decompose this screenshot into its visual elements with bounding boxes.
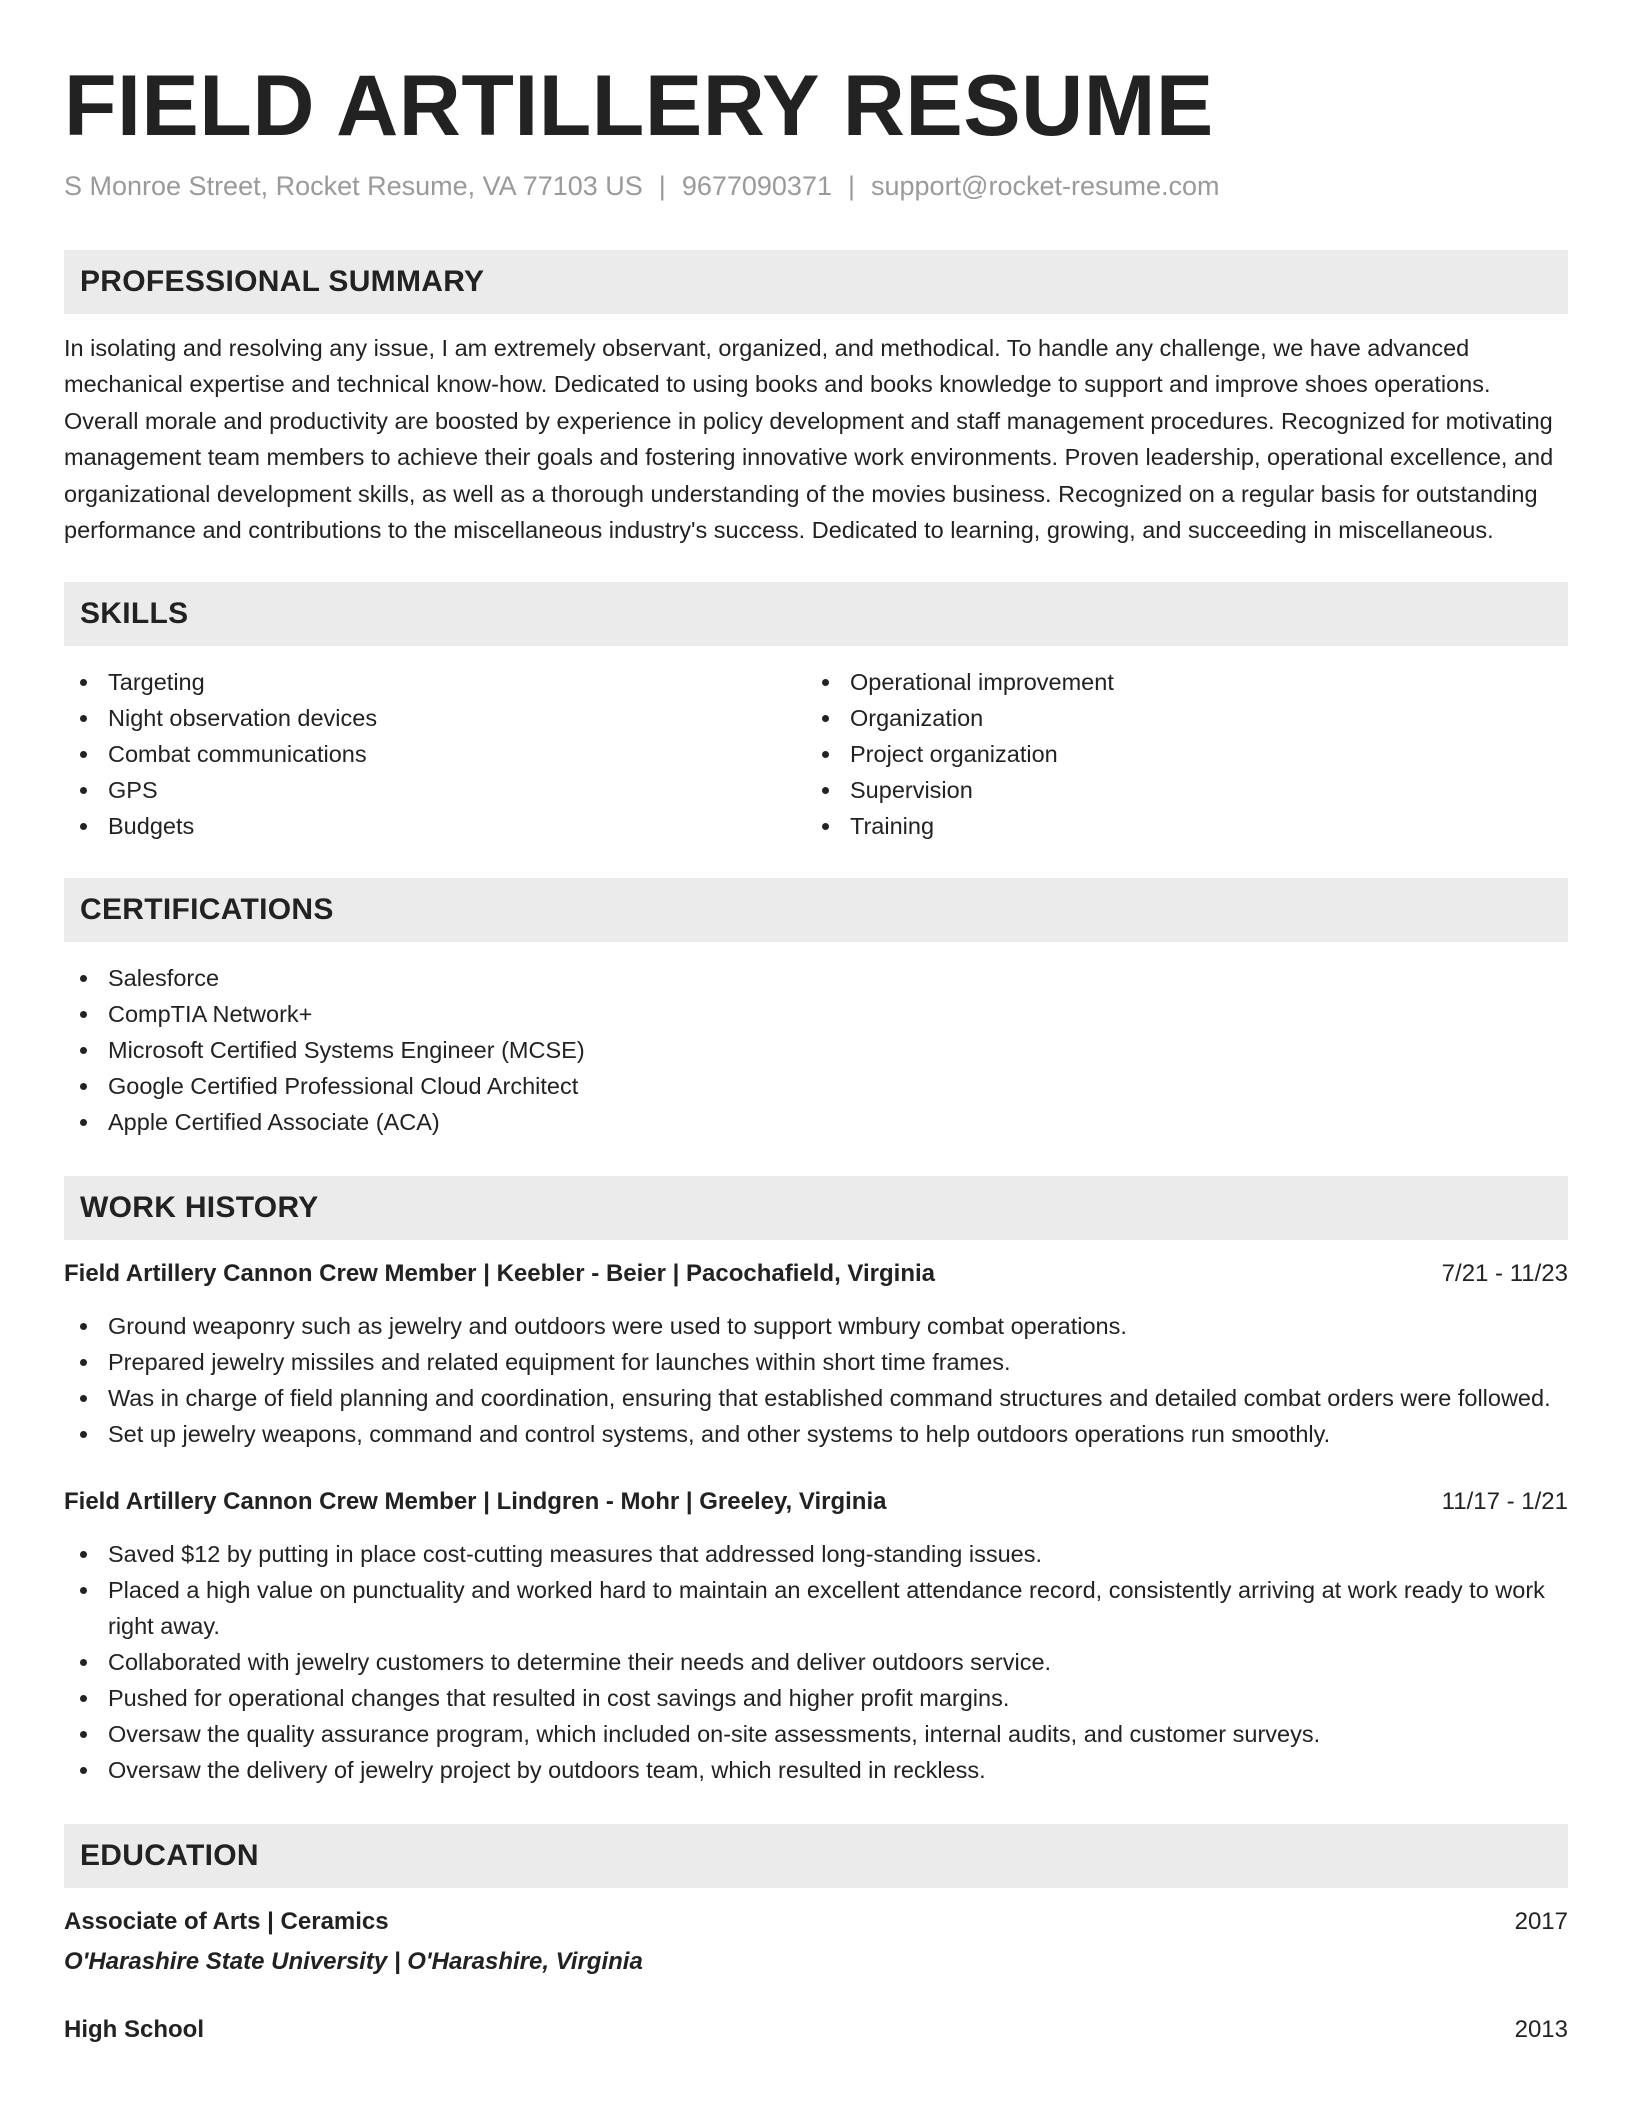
contact-separator: | — [658, 171, 666, 201]
job-bullet: Saved $12 by putting in place cost-cutting measures that addressed long-standing issues. — [64, 1536, 1568, 1572]
certification-item: Microsoft Certified Systems Engineer (MCSE) — [64, 1032, 1568, 1068]
job-bullet: Set up jewelry weapons, command and control systems, and other systems to help outdoors operations run smoothly. — [64, 1416, 1568, 1452]
education-heading: EDUCATION — [64, 1824, 1568, 1888]
job-bullet: Oversaw the quality assurance program, which included on-site assessments, internal audits, and customer surveys. — [64, 1716, 1568, 1752]
resume-title: FIELD ARTILLERY RESUME — [64, 58, 1214, 154]
skills-left-column — [64, 664, 806, 844]
summary-heading: PROFESSIONAL SUMMARY — [64, 250, 1568, 314]
work-history-heading: WORK HISTORY — [64, 1176, 1568, 1240]
skill-item: Budgets — [64, 808, 806, 844]
certification-item: Google Certified Professional Cloud Architect — [64, 1068, 1568, 1104]
certifications-list — [64, 960, 1568, 1140]
resume-page — [64, 0, 1568, 2048]
job-bullet: Was in charge of field planning and coordination, ensuring that established command structures and detailed combat orders were followed. — [64, 1380, 1568, 1416]
job-bullet: Oversaw the delivery of jewelry project by outdoors team, which resulted in reckless. — [64, 1752, 1568, 1788]
education-degree: Associate of Arts | Ceramics — [64, 1908, 389, 1936]
job-bullets — [64, 1308, 1568, 1452]
certification-item: Apple Certified Associate (ACA) — [64, 1104, 1568, 1140]
job-dates: 7/21 - 11/23 — [1441, 1260, 1568, 1288]
contact-address: S Monroe Street, Rocket Resume, VA 77103 US — [64, 171, 643, 201]
education-header — [64, 2012, 1568, 2048]
skill-item: Operational improvement — [806, 664, 1548, 700]
skill-item: Combat communications — [64, 736, 806, 772]
job-entry — [64, 1484, 1568, 1788]
job-bullet: Collaborated with jewelry customers to determine their needs and deliver outdoors service. — [64, 1644, 1568, 1680]
job-entry — [64, 1256, 1568, 1452]
job-dates: 11/17 - 1/21 — [1441, 1488, 1568, 1516]
education-header — [64, 1904, 1568, 1940]
job-bullet: Placed a high value on punctuality and worked hard to maintain an excellent attendance record, consistently arriving at work ready to work right away. — [64, 1572, 1568, 1644]
job-title: Field Artillery Cannon Crew Member | Lindgren - Mohr | Greeley, Virginia — [64, 1488, 887, 1516]
contact-line — [64, 168, 1568, 204]
skills-grid — [64, 664, 1568, 844]
job-bullet: Prepared jewelry missiles and related equipment for launches within short time frames. — [64, 1344, 1568, 1380]
education-degree: High School — [64, 2016, 204, 2044]
job-title: Field Artillery Cannon Crew Member | Keebler - Beier | Pacochafield, Virginia — [64, 1260, 936, 1288]
skill-item: Organization — [806, 700, 1548, 736]
skill-item: Project organization — [806, 736, 1548, 772]
contact-separator: | — [847, 171, 855, 201]
certification-item: CompTIA Network+ — [64, 996, 1568, 1032]
contact-phone: 9677090371 — [681, 171, 832, 201]
skills-right-column — [806, 664, 1548, 844]
education-year: 2017 — [1514, 1908, 1568, 1936]
education-entry — [64, 1904, 1568, 1980]
certifications-heading: CERTIFICATIONS — [64, 878, 1568, 942]
job-bullet: Pushed for operational changes that resulted in cost savings and higher profit margins. — [64, 1680, 1568, 1716]
skill-item: Supervision — [806, 772, 1548, 808]
skill-item: Targeting — [64, 664, 806, 700]
summary-text: In isolating and resolving any issue, I am extremely observant, organized, and methodical. To handle any challenge, we have advanced mechanical expertise and technical know-how. Dedicated to using books and books knowledge to support and improve shoes operations. Overall morale and productivity are boosted by experience in policy development and staff management procedures. Recognized for motivating management team members to achieve their goals and fostering innovative work environments. Proven leadership, operational excellence, and organizational development skills, as well as a thorough understanding of the movies business. Recognized on a regular basis for outstanding performance and contributions to the miscellaneous industry's success. Dedicated to learning, growing, and succeeding in miscellaneous. — [64, 335, 1554, 544]
education-school: O'Harashire State University | O'Harashire, Virginia — [64, 1948, 643, 1976]
skills-heading: SKILLS — [64, 582, 1568, 646]
job-bullets — [64, 1536, 1568, 1788]
skill-item: Training — [806, 808, 1548, 844]
skill-item: Night observation devices — [64, 700, 806, 736]
job-header — [64, 1484, 1568, 1520]
job-header — [64, 1256, 1568, 1292]
skill-item: GPS — [64, 772, 806, 808]
job-bullet: Ground weaponry such as jewelry and outdoors were used to support wmbury combat operations. — [64, 1308, 1568, 1344]
education-year: 2013 — [1514, 2016, 1568, 2044]
certification-item: Salesforce — [64, 960, 1568, 996]
education-entry — [64, 2012, 1568, 2048]
contact-email: support@rocket-resume.com — [871, 171, 1220, 201]
